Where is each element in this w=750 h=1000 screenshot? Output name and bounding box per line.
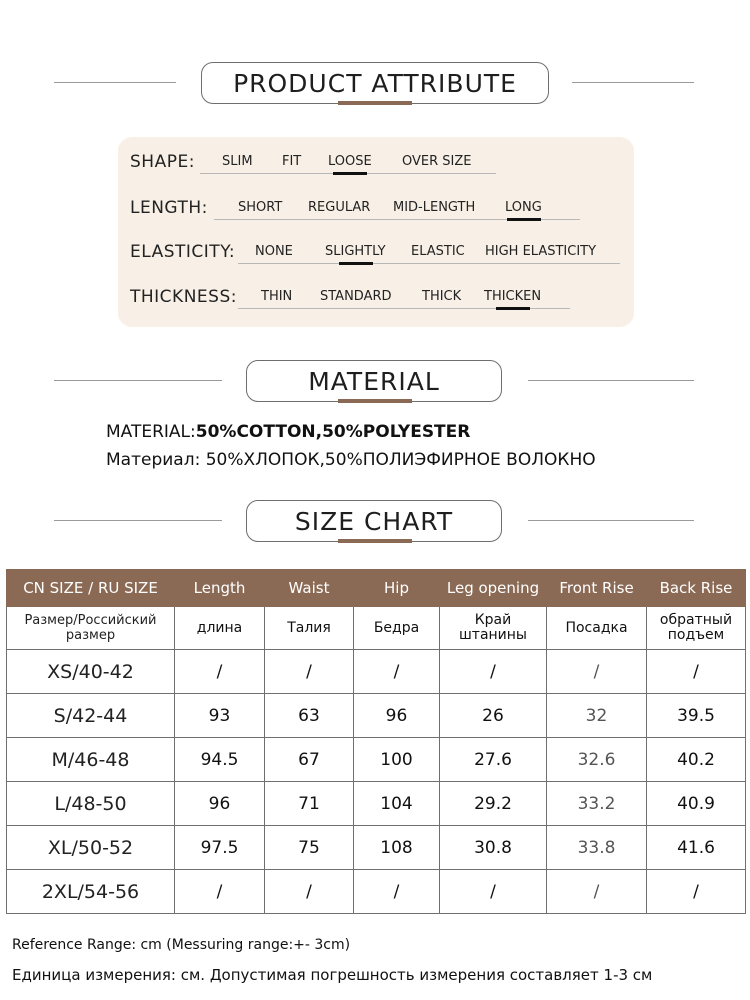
measurement-cell: 26 — [440, 694, 547, 738]
section-rule-right — [528, 380, 694, 381]
attribute-option: HIGH ELASTICITY — [485, 244, 597, 259]
size-cell: L/48-50 — [7, 782, 175, 826]
attribute-option: STANDARD — [320, 289, 392, 304]
section-rule-right — [528, 520, 694, 521]
size-cell: M/46-48 — [7, 738, 175, 782]
selected-underline — [339, 262, 373, 265]
size-chart-title: SIZE CHART — [246, 500, 502, 542]
column-header: Back Rise — [647, 570, 746, 607]
size-cell: XS/40-42 — [7, 650, 175, 694]
material-ru — [106, 450, 596, 470]
material-title: MATERIAL — [246, 360, 502, 402]
measurement-cell: 108 — [354, 826, 440, 870]
material-en-value: 50%COTTON,50%POLYESTER — [195, 422, 471, 442]
measurement-cell: / — [547, 870, 647, 914]
size-cell: 2XL/54-56 — [7, 870, 175, 914]
measurement-cell: 30.8 — [440, 826, 547, 870]
table-row — [7, 694, 746, 738]
measurement-cell: / — [440, 650, 547, 694]
measurement-cell: 32.6 — [547, 738, 647, 782]
section-accent-bar — [338, 539, 412, 543]
size-cell: S/42-44 — [7, 694, 175, 738]
column-header: CN SIZE / RU SIZE — [7, 570, 175, 607]
attribute-option: OVER SIZE — [402, 154, 472, 169]
measurement-cell: 33.8 — [547, 826, 647, 870]
column-header-ru: обратный подъем — [647, 607, 746, 650]
product-attribute-title: PRODUCT ATTRIBUTE — [201, 62, 549, 104]
attribute-option: THIN — [261, 289, 293, 304]
measurement-cell: / — [265, 870, 354, 914]
measurement-cell: 27.6 — [440, 738, 547, 782]
attribute-option: SLIM — [222, 154, 253, 169]
attribute-option: ELASTIC — [411, 244, 465, 259]
table-row — [7, 782, 746, 826]
table-row — [7, 826, 746, 870]
measurement-cell: / — [647, 870, 746, 914]
table-row — [7, 650, 746, 694]
attribute-option: MID-LENGTH — [393, 200, 476, 215]
size-cell: XL/50-52 — [7, 826, 175, 870]
measurement-cell: 40.2 — [647, 738, 746, 782]
column-header-ru: Бедра — [354, 607, 440, 650]
section-rule-left — [54, 82, 176, 83]
attribute-option-selected: THICKEN — [484, 289, 542, 304]
measurement-cell: 96 — [175, 782, 265, 826]
column-header: Waist — [265, 570, 354, 607]
section-accent-bar — [338, 101, 412, 105]
measurement-cell: 29.2 — [440, 782, 547, 826]
material-ru-value: 50%ХЛОПОК,50%ПОЛИЭФИРНОЕ ВОЛОКНО — [205, 450, 596, 470]
measurement-cell: 94.5 — [175, 738, 265, 782]
attribute-option-selected: SLIGHTLY — [325, 244, 386, 259]
attribute-label: THICKNESS: — [130, 287, 237, 307]
column-header: Leg opening — [440, 570, 547, 607]
attribute-option-selected: LONG — [505, 200, 542, 215]
attribute-option: FIT — [282, 154, 302, 169]
table-ru-header-row — [7, 607, 746, 650]
measurement-cell: / — [354, 650, 440, 694]
measurement-cell: 63 — [265, 694, 354, 738]
measurement-cell: / — [647, 650, 746, 694]
measurement-cell: / — [440, 870, 547, 914]
measurement-cell: / — [354, 870, 440, 914]
section-rule-right — [572, 82, 694, 83]
selected-underline — [507, 218, 541, 221]
table-row — [7, 738, 746, 782]
column-header: Length — [175, 570, 265, 607]
measurement-cell: 39.5 — [647, 694, 746, 738]
measurement-cell: 104 — [354, 782, 440, 826]
reference-note-ru: Единица измерения: см. Допустимая погрешность измерения составляет 1-3 см — [12, 966, 653, 984]
measurement-cell: 32 — [547, 694, 647, 738]
column-header-ru: Посадка — [547, 607, 647, 650]
section-rule-left — [54, 380, 222, 381]
material-ru-label: Материал: — [106, 450, 201, 470]
column-header-ru: Край штанины — [440, 607, 547, 650]
measurement-cell: 33.2 — [547, 782, 647, 826]
measurement-cell: / — [175, 650, 265, 694]
measurement-cell: 96 — [354, 694, 440, 738]
attribute-label: ELASTICITY: — [130, 242, 236, 262]
attribute-option: NONE — [255, 244, 293, 259]
attribute-option-selected: LOOSE — [328, 154, 372, 169]
material-en-label: MATERIAL: — [106, 422, 196, 442]
attribute-label: SHAPE: — [130, 152, 195, 172]
section-accent-bar — [338, 399, 412, 403]
measurement-cell: / — [175, 870, 265, 914]
selected-underline — [333, 172, 367, 175]
measurement-cell: 71 — [265, 782, 354, 826]
material-en — [106, 422, 470, 442]
attribute-option: THICK — [422, 289, 462, 304]
attribute-option: REGULAR — [308, 200, 371, 215]
measurement-cell: 41.6 — [647, 826, 746, 870]
measurement-cell: 67 — [265, 738, 354, 782]
reference-note-en: Reference Range: cm (Messuring range:+- 3cm) — [12, 937, 351, 953]
measurement-cell: 75 — [265, 826, 354, 870]
column-header: Hip — [354, 570, 440, 607]
section-rule-left — [54, 520, 222, 521]
measurement-cell: 97.5 — [175, 826, 265, 870]
column-header: Front Rise — [547, 570, 647, 607]
table-row — [7, 870, 746, 914]
measurement-cell: 40.9 — [647, 782, 746, 826]
attribute-option: SHORT — [238, 200, 283, 215]
measurement-cell: 100 — [354, 738, 440, 782]
attribute-label: LENGTH: — [130, 198, 208, 218]
selected-underline — [496, 307, 530, 310]
column-header-ru: длина — [175, 607, 265, 650]
attribute-rule — [238, 263, 620, 264]
size-chart-table — [6, 569, 746, 914]
measurement-cell: 93 — [175, 694, 265, 738]
column-header-ru: Талия — [265, 607, 354, 650]
table-header-row — [7, 570, 746, 607]
column-header-ru: Размер/Российский размер — [7, 607, 175, 650]
measurement-cell: / — [265, 650, 354, 694]
measurement-cell: / — [547, 650, 647, 694]
